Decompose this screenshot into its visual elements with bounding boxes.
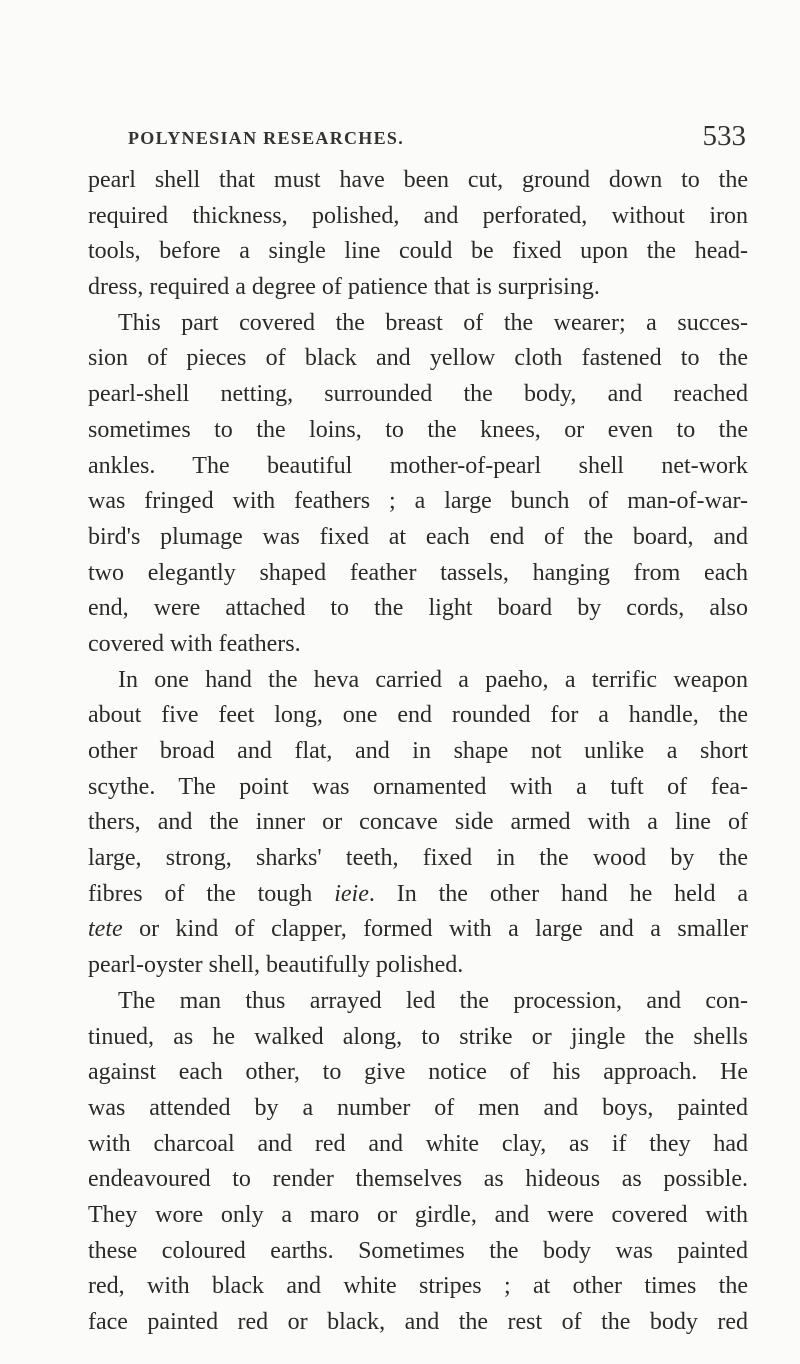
text-line: red, with black and white stripes ; at other times the xyxy=(88,1273,748,1300)
paragraph-start-line: In one hand the heva carried a paeho, a terrific weapon xyxy=(118,666,748,693)
italic-term: tete xyxy=(88,916,123,943)
text-line: scythe. The point was ornamented with a tuft of fea- xyxy=(88,773,748,800)
body-text xyxy=(88,163,748,1341)
text-line: bird's plumage was fixed at each end of the board, and xyxy=(88,523,748,550)
text-line-with-italic xyxy=(88,877,748,913)
text-line: pearl shell that must have been cut, ground down to the xyxy=(88,167,748,193)
text-segment: or kind of clapper, formed with a large and a smaller xyxy=(122,916,748,943)
text-line: tinued, as he walked along, to strike or jingle the shells xyxy=(88,1023,748,1050)
italic-term: ieie xyxy=(334,880,369,907)
text-segment: fibres of the tough xyxy=(88,880,335,907)
text-segment: . In the other hand he held a xyxy=(368,880,748,907)
text-line: endeavoured to render themselves as hideous as possible. xyxy=(88,1166,748,1193)
text-line: with charcoal and red and white clay, as if they had xyxy=(88,1130,748,1157)
text-line-with-italic xyxy=(88,912,748,948)
text-line: covered with feathers. xyxy=(88,630,301,657)
running-head xyxy=(88,120,746,160)
text-line: about five feet long, one end rounded for a handle, the xyxy=(88,702,748,729)
text-line: against each other, to give notice of his approach. He xyxy=(88,1059,748,1086)
text-line: other broad and flat, and in shape not unlike a short xyxy=(88,738,748,764)
text-line: sion of pieces of black and yellow cloth fastened to the xyxy=(88,345,748,372)
text-line: pearl-oyster shell, beautifully polished. xyxy=(88,952,464,979)
text-line: required thickness, polished, and perforated, without iron xyxy=(88,202,748,229)
running-title: POLYNESIAN RESEARCHES. xyxy=(128,128,405,148)
text-line: was attended by a number of men and boys, painted xyxy=(88,1094,748,1121)
paragraph-start-line: The man thus arrayed led the procession, and con- xyxy=(118,987,748,1014)
text-line: face painted red or black, and the rest of the body red xyxy=(88,1309,748,1335)
text-line: sometimes to the loins, to the knees, or even to the xyxy=(88,416,748,443)
text-line: was fringed with feathers ; a large bunch of man-of-war- xyxy=(88,488,748,515)
page-number: 533 xyxy=(702,120,746,152)
text-line: end, were attached to the light board by cords, also xyxy=(88,595,748,622)
text-line: two elegantly shaped feather tassels, hanging from each xyxy=(88,559,748,586)
text-line: thers, and the inner or concave side armed with a line of xyxy=(88,809,748,836)
text-line: They wore only a maro or girdle, and were covered with xyxy=(88,1201,748,1228)
text-line: dress, required a degree of patience that is surprising. xyxy=(88,274,600,301)
text-line: tools, before a single line could be fixed upon the head- xyxy=(88,238,748,265)
paragraph-start-line: This part covered the breast of the wearer; a succes- xyxy=(118,309,748,336)
text-line: large, strong, sharks' teeth, fixed in the wood by the xyxy=(88,845,748,872)
text-line: pearl-shell netting, surrounded the body, and reached xyxy=(88,381,748,408)
text-line: these coloured earths. Sometimes the body was painted xyxy=(88,1237,748,1264)
text-line: ankles. The beautiful mother-of-pearl shell net-work xyxy=(88,452,748,479)
